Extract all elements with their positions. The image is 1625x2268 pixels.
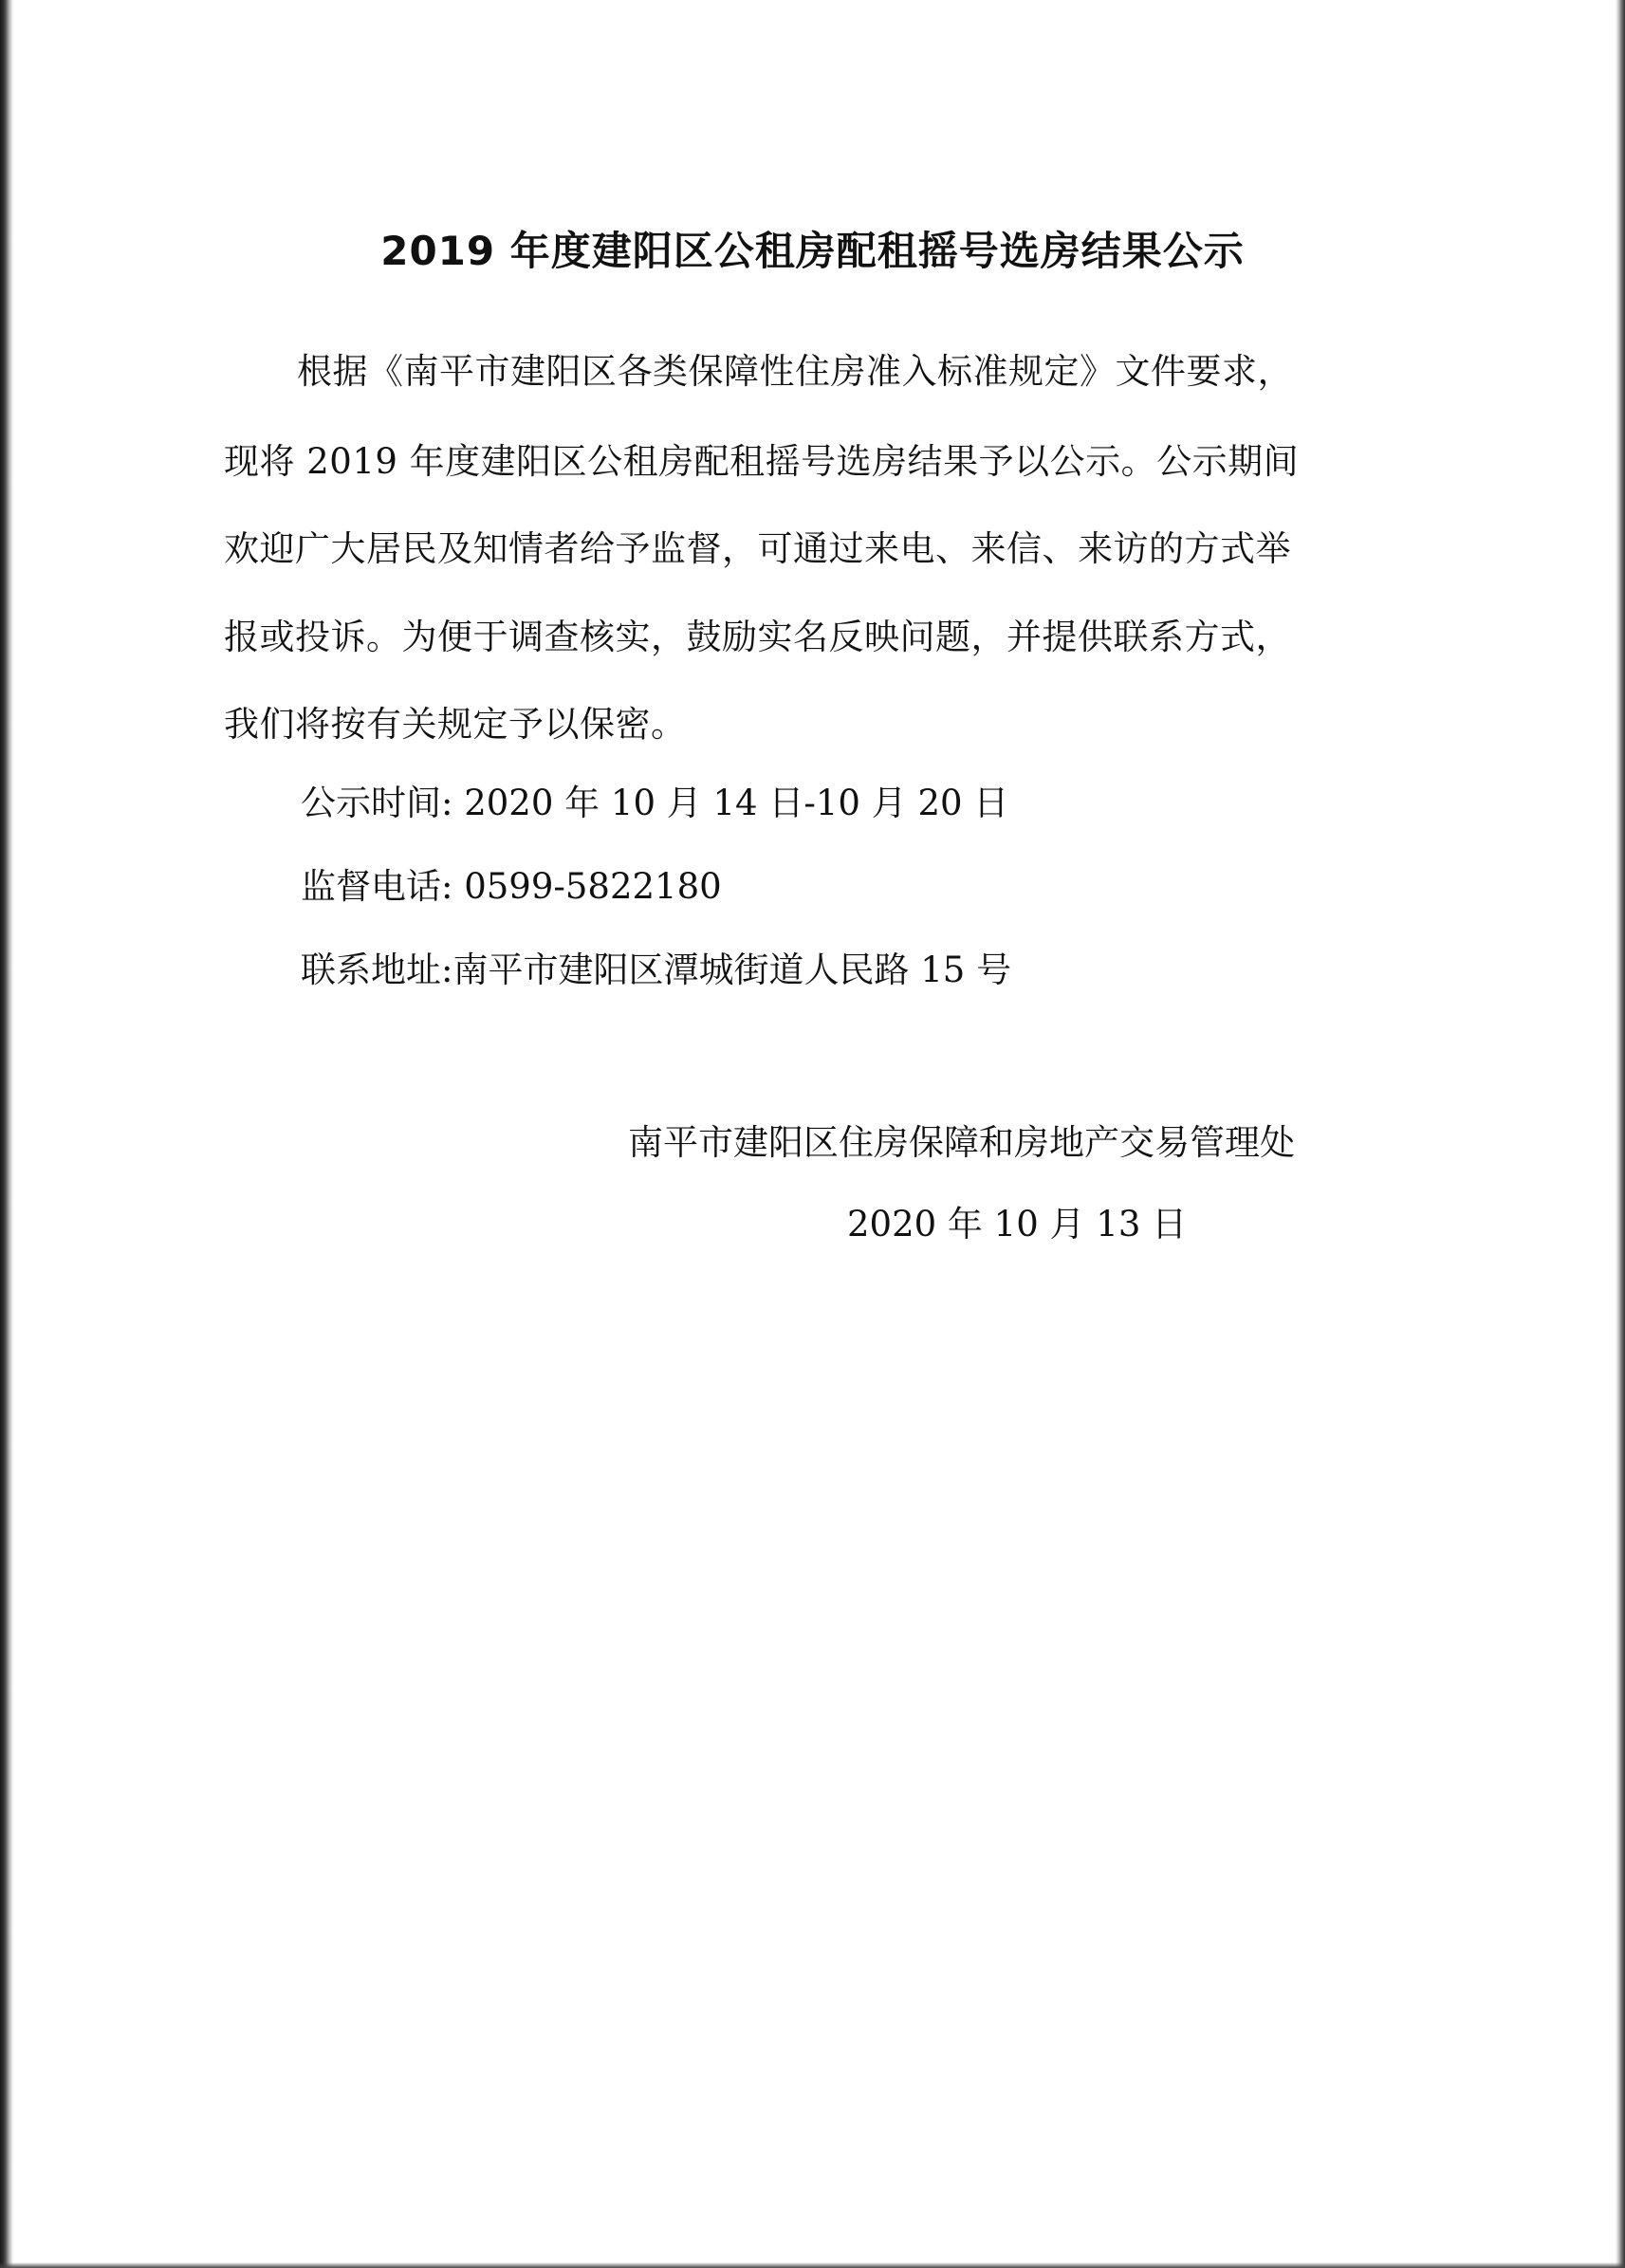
- body-line-5: 我们将按有关规定予以保密。: [224, 704, 687, 745]
- supervision-phone: 监督电话: 0599-5822180: [301, 866, 722, 907]
- body-line-3: 欢迎广大居民及知情者给予监督，可通过来电、来信、来访的方式举: [224, 528, 1291, 569]
- document-title: 2019 年度建阳区公租房配租摇号选房结果公示: [380, 228, 1245, 274]
- scan-edge-bottom: [0, 2262, 1625, 2268]
- issuing-organization: 南平市建阳区住房保障和房地产交易管理处: [628, 1122, 1295, 1163]
- issue-date: 2020 年 10 月 13 日: [847, 1204, 1188, 1245]
- body-line-1: 根据《南平市建阳区各类保障性住房准入标准规定》文件要求，: [297, 351, 1293, 392]
- scan-edge-left: [0, 0, 13, 2268]
- body-line-2: 现将 2019 年度建阳区公租房配租摇号选房结果予以公示。公示期间: [224, 441, 1300, 482]
- publicity-period: 公示时间: 2020 年 10 月 14 日-10 月 20 日: [301, 783, 1009, 823]
- contact-address: 联系地址:南平市建阳区潭城街道人民路 15 号: [301, 950, 1012, 990]
- scan-edge-right: [1616, 0, 1625, 2268]
- body-line-4: 报或投诉。为便于调查核实，鼓励实名反映问题，并提供联系方式，: [224, 617, 1291, 657]
